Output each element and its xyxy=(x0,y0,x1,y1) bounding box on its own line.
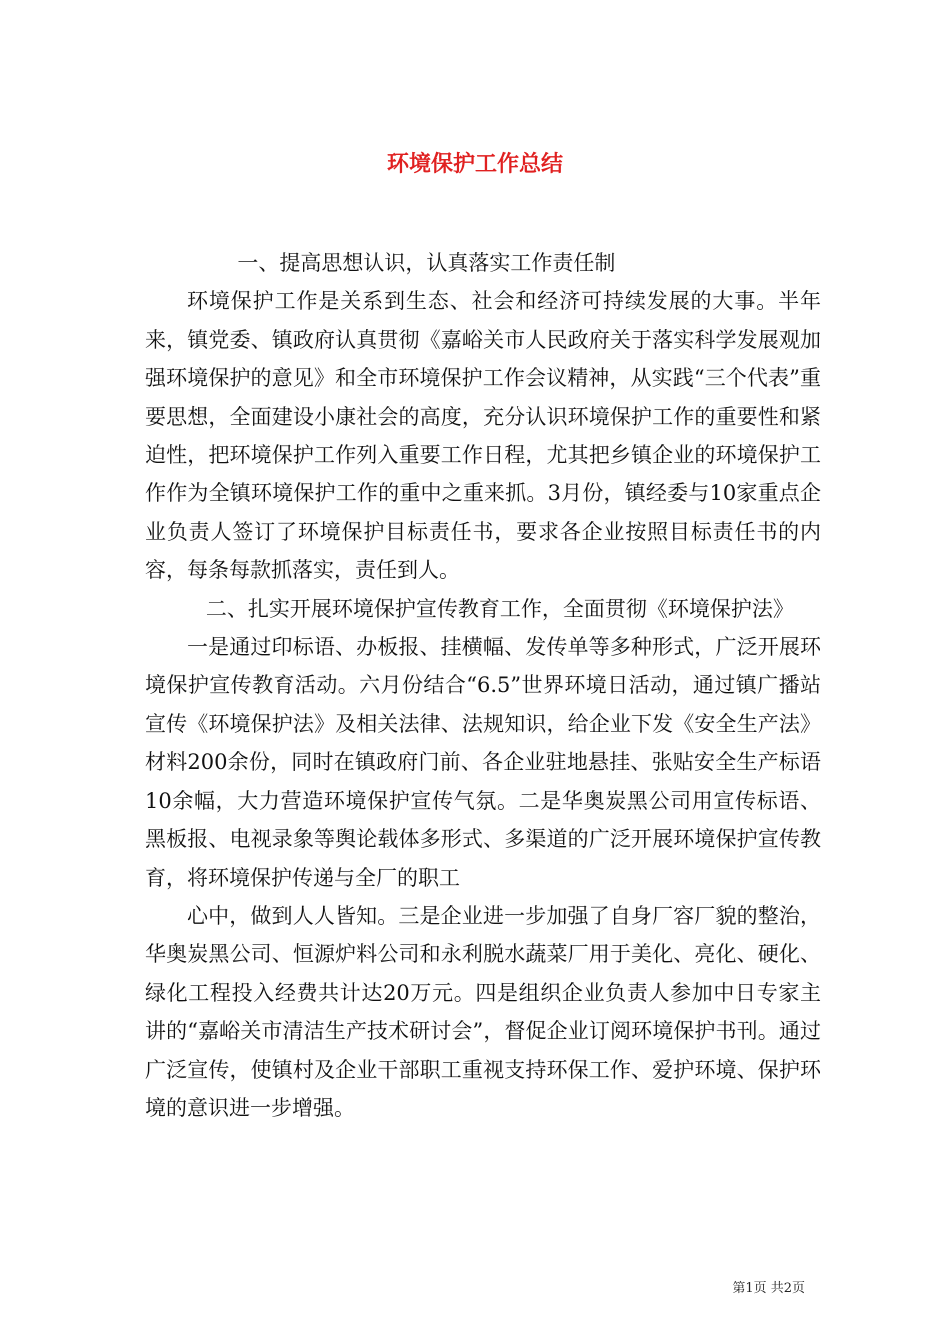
document-title: 环境保护工作总结 xyxy=(386,151,563,177)
section-heading-2: 二、扎实开展环境保护宣传教育工作，全面贯彻《环境保护法》 xyxy=(205,596,794,621)
page-number: 第1页 共2页 xyxy=(732,1281,805,1296)
body-paragraph-2: 一是通过印标语、办板报、挂横幅、发传单等多种形式，广泛开展环境保护宣传教育活动。六月份结合“6.5”世界环境日活动，通过镇广播站宣传《环境保护法》及相关法律、法规知识，给企业下发《安全生产法》材料200余份，同时在镇政府门前、各企业驻地悬挂、张贴安全生产标语10余幅，大力营造环境保护宣传气氛。二是华奥炭黑公司用宣传标语、黑板报、电视录象等舆论载体多形式、多渠道的广泛开展环境保护宣传教育，将环境保护传递与全厂的职工 xyxy=(145,635,821,890)
body-paragraph-1: 环境保护工作是关系到生态、社会和经济可持续发展的大事。半年来，镇党委、镇政府认真贯彻《嘉峪关市人民政府关于落实科学发展观加强环境保护的意见》和全市环境保护工作会议精神，从实践“三个代表”重要思想，全面建设小康社会的高度，充分认识环境保护工作的重要性和紧迫性，把环境保护工作列入重要工作日程，尤其把乡镇企业的环境保护工作作为全镇环境保护工作的重中之重来抓。3月份，镇经委与10家重点企业负责人签订了环境保护目标责任书，要求各企业按照目标责任书的内容，每条每款抓落实，责任到人。 xyxy=(145,289,821,583)
section-heading-1: 一、提高思想认识，认真落实工作责任制 xyxy=(237,251,616,275)
body-paragraph-3: 心中，做到人人皆知。三是企业进一步加强了自身厂容厂貌的整治，华奥炭黑公司、恒源炉料公司和永利脱水蔬菜厂用于美化、亮化、硬化、绿化工程投入经费共计达20万元。四是组织企业负责人参加中日专家主讲的“嘉峪关市清洁生产技术研讨会”，督促企业订阅环境保护书刊。通过广泛宣传，使镇村及企业干部职工重视支持环保工作、爱护环境、保护环境的意识进一步增强。 xyxy=(145,903,821,1120)
document-body xyxy=(145,244,821,1127)
